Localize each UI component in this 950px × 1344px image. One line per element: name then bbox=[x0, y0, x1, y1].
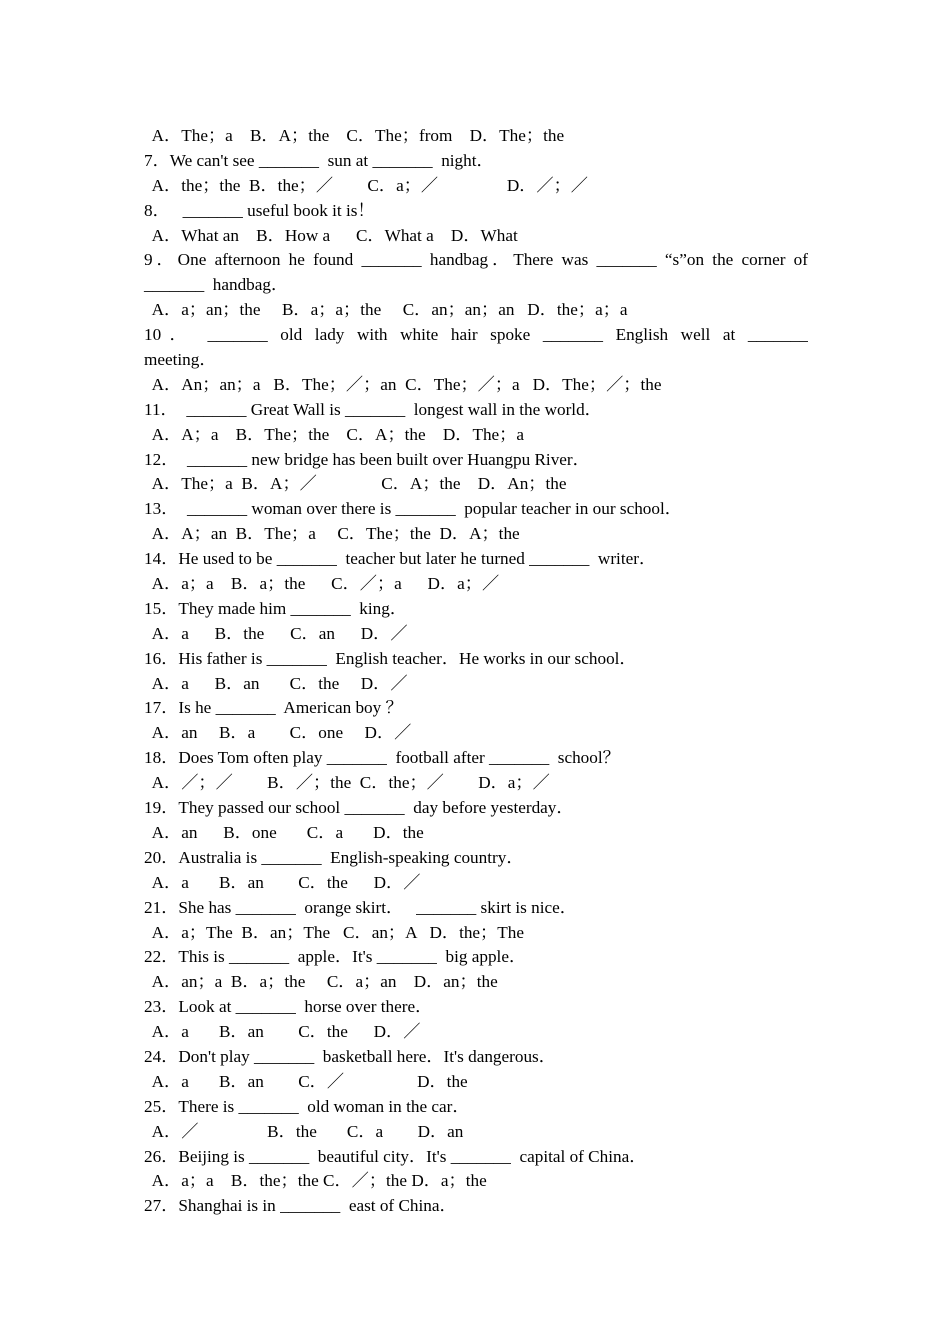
document-body bbox=[144, 124, 808, 1219]
question-11-options: A．A；a B．The；the C．A；the D．The；a bbox=[144, 424, 524, 444]
question-22-stem: 22．This is _______ apple．It's _______ big apple． bbox=[144, 947, 527, 967]
question-7-stem: 7．We can't see _______ sun at _______ night． bbox=[144, 150, 494, 170]
question-9-options: A．a；an；the B．a；a；the C．an；an；an D．the；a；a bbox=[144, 300, 628, 320]
question-8-options: A．What an B．How a C．What a D．What bbox=[144, 225, 518, 245]
question-24-stem: 24．Don't play _______ basketball here．It's dangerous． bbox=[144, 1046, 556, 1066]
question-10-stem-continued: meeting． bbox=[144, 350, 217, 370]
question-12-options: A．The；a B．A；／ C．A；the D．An；the bbox=[144, 474, 567, 494]
question-27-stem: 27．Shanghai is in _______ east of China． bbox=[144, 1196, 457, 1216]
question-14-stem: 14．He used to be _______ teacher but later he turned _______ writer． bbox=[144, 549, 657, 569]
question-16-stem: 16．His father is _______ English teacher．He works in our school． bbox=[144, 648, 637, 668]
question-22-options: A．an；a B．a；the C．a；an D．an；the bbox=[144, 972, 498, 992]
question-21-stem: 21．She has _______ orange skirt． _______ skirt is nice． bbox=[144, 897, 577, 917]
question-17-options: A．an B．a C．one D．／ bbox=[144, 723, 412, 743]
question-25-stem: 25．There is _______ old woman in the car． bbox=[144, 1096, 470, 1116]
question-7-options: A．the；the B．the；／ C．a；／ D．／；／ bbox=[144, 175, 588, 195]
question-17-stem: 17．Is he _______ American boy ？ bbox=[144, 698, 403, 718]
question-25-options: A．／ B．the C．a D．an bbox=[144, 1121, 464, 1141]
question-23-options: A．a B．an C．the D．／ bbox=[144, 1022, 421, 1042]
question-20-stem: 20．Australia is _______ English-speaking country． bbox=[144, 847, 524, 867]
question-19-options: A．an B．one C．a D．the bbox=[144, 822, 424, 842]
question-8-stem: 8． _______ useful book it is！ bbox=[144, 200, 375, 220]
question-24-options: A．a B．an C．／ D．the bbox=[144, 1071, 468, 1091]
question-16-options: A．a B．an C．the D．／ bbox=[144, 673, 408, 693]
question-9-stem: 9．One afternoon he found _______ handbag．There was _______ “s”on the corner of bbox=[144, 250, 808, 270]
question-12-stem: 12． _______ new bridge has been built over Huangpu River． bbox=[144, 449, 590, 469]
question-15-stem: 15．They made him _______ king． bbox=[144, 598, 408, 618]
question-10-options: A．An；an；a B．The；／；an C．The；／；a D．The；／；the bbox=[144, 374, 662, 394]
question-20-options: A．a B．an C．the D．／ bbox=[144, 872, 421, 892]
question-26-options: A．a；a B．the；the C．／；the D．a；the bbox=[144, 1171, 487, 1191]
question-14-options: A．a；a B．a；the C．／；a D．a；／ bbox=[144, 574, 500, 594]
question-13-stem: 13． _______ woman over there is _______ popular teacher in our school． bbox=[144, 499, 682, 519]
question-23-stem: 23．Look at _______ horse over there． bbox=[144, 997, 433, 1017]
question-9-stem-continued: _______ handbag． bbox=[144, 275, 289, 295]
question-26-stem: 26．Beijing is _______ beautiful city．It's _______ capital of China． bbox=[144, 1146, 647, 1166]
question-10-stem: 10． _______ old lady with white hair spoke _______ English well at _______ bbox=[144, 325, 808, 345]
question-15-options: A．a B．the C．an D．／ bbox=[144, 623, 408, 643]
question-11-stem: 11． _______ Great Wall is _______ longest wall in the world． bbox=[144, 399, 602, 419]
question-6-options: A．The；a B．A；the C．The；from D．The；the bbox=[144, 126, 565, 145]
question-13-options: A．A；an B．The；a C．The；the D．A；the bbox=[144, 524, 520, 544]
question-21-options: A．a；The B．an；The C．an；A D．the；The bbox=[144, 922, 524, 942]
question-19-stem: 19．They passed our school _______ day before yesterday． bbox=[144, 798, 574, 818]
question-18-options: A．／；／ B．／；the C．the；／ D．a；／ bbox=[144, 773, 550, 793]
question-18-stem: 18．Does Tom often play _______ football after _______ school？ bbox=[144, 748, 620, 768]
